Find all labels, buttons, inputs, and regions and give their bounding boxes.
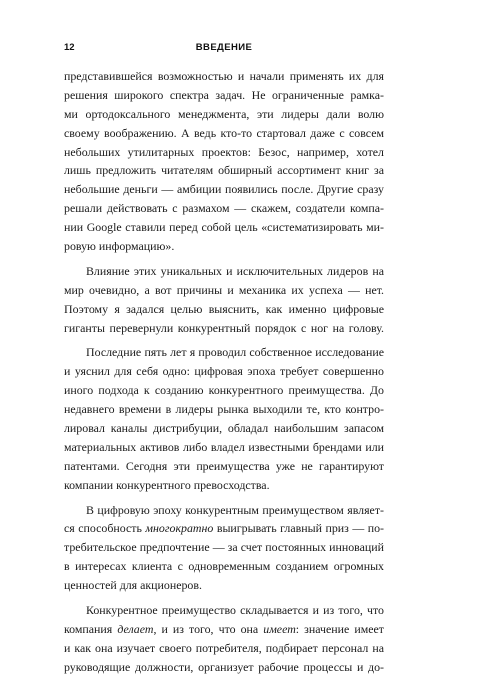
text-line: и как она изучает своего потребителя, подбирает персонал на	[64, 640, 384, 655]
text-line: своему воображению. А ведь кто-то стартовал даже с совсем	[64, 125, 384, 140]
text-line: Последние пять лет я проводил собственное исследование	[86, 345, 384, 360]
text-line: нии Google ставили перед собой цель «систематизировать ми-	[64, 220, 384, 235]
text-line: лишь предложить читателям обширный ассортимент книг за	[64, 163, 384, 178]
emphasis-text: имеет	[263, 621, 296, 636]
text-line: решения широкого спектра задач. Не ограниченные рамка-	[64, 87, 384, 102]
text-line: патентами. Сегодня эти преимущества уже не гарантируют	[64, 458, 384, 473]
running-header	[64, 42, 384, 56]
text-line: лировал каналы дистрибуции, обладал наибольшим запасом	[64, 421, 384, 436]
text-line: компания делает, и из того, что она имеет: значение имеет	[64, 621, 384, 636]
text-line: требительское предпочтение — за счет постоянных инноваций	[64, 540, 384, 555]
text-line: ровую информацию».	[64, 239, 175, 254]
text-line: Поэтому я задался целью выяснить, как именно цифровые	[64, 301, 384, 316]
text-line: гиганты перевернули конкурентный порядок с ног на голову.	[64, 320, 384, 335]
text-line: ценностей для акционеров.	[64, 578, 202, 593]
page-number: 12	[64, 42, 75, 53]
text-line: решали действовать с размахом — скажем, создатели компа-	[64, 201, 384, 216]
text-line: компании конкурентного превосходства.	[64, 477, 270, 492]
text-line: небольших утилитарных проектов: Безос, например, хотел	[64, 144, 384, 159]
text-line: представившейся возможностью и начали применять их для	[64, 69, 384, 83]
paragraph-2	[64, 262, 384, 338]
emphasis-text: делает	[117, 621, 154, 636]
paragraph-5	[64, 601, 384, 677]
text-line: руководящие должности, организует рабочие процессы и до-	[64, 659, 384, 674]
paragraph-3	[64, 343, 384, 494]
body-text	[64, 67, 384, 677]
section-title: ВВЕДЕНИЕ	[195, 42, 253, 53]
text-line: иного подхода к созданию конкурентного преимущества. До	[64, 383, 384, 398]
text-line: В цифровую эпоху конкурентным преимуществом являет-	[86, 502, 384, 517]
text-line: Влияние этих уникальных и исключительных лидеров на	[86, 263, 384, 278]
text-line: Конкурентное преимущество складывается и из того, что	[86, 603, 384, 618]
text-line: ся способность многократно выигрывать главный приз — по-	[64, 521, 385, 536]
text-line: недавнего времени в лидеры рынка выходили те, кто контро-	[64, 402, 384, 417]
emphasis-text: многократно	[145, 521, 214, 536]
text-line: мир очевидно, а вот причины и механика их успеха — нет.	[64, 282, 384, 297]
text-line: и уяснил для себя одно: цифровая эпоха требует совершенно	[64, 364, 384, 379]
text-line: в интересах клиента с одновременным созданием огромных	[64, 559, 384, 574]
text-line: небольшие деньги — амбиции появились после. Другие сразу	[64, 182, 384, 197]
text-line: ми ортодоксального менеджмента, эти лидеры дали волю	[64, 106, 384, 121]
text-line: материальных активов либо владел известными брендами или	[64, 439, 384, 454]
paragraph-4	[64, 501, 384, 595]
paragraph-1	[64, 67, 384, 256]
